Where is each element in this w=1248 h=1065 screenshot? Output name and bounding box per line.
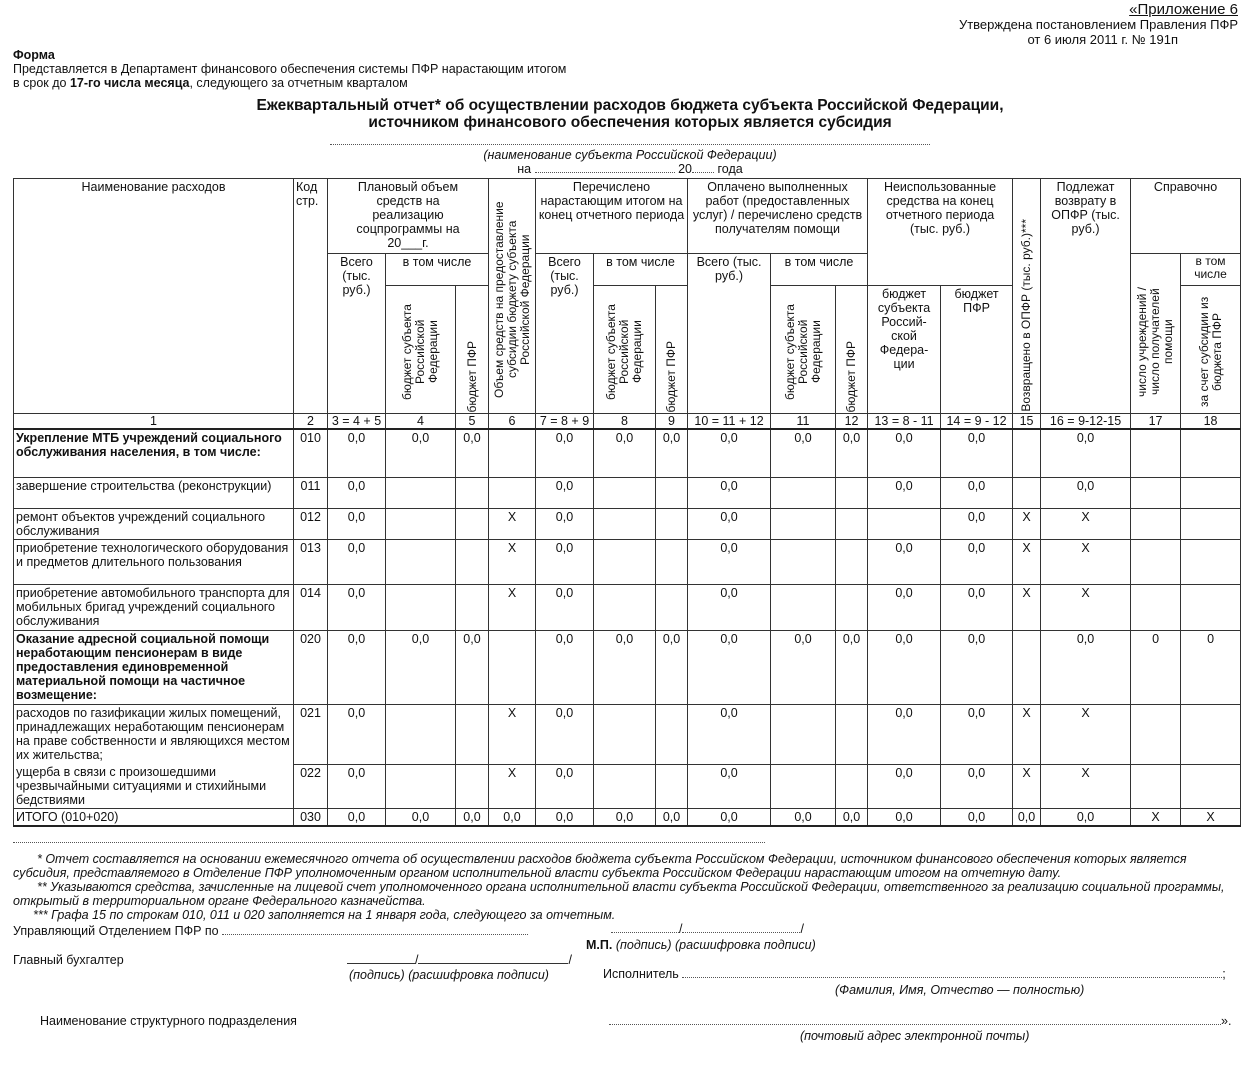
cell-col-13[interactable] bbox=[868, 508, 941, 539]
row-name: ИТОГО (010+020) bbox=[14, 809, 294, 827]
cell-col-16[interactable]: 0,0 bbox=[1041, 630, 1131, 704]
row-code: 020 bbox=[294, 630, 328, 704]
header-ref-incl: в том числе bbox=[1181, 254, 1241, 286]
header-unused-subject: бюджет субъекта Россий-ской Федера-ции bbox=[868, 286, 941, 414]
cell-col-18[interactable] bbox=[1181, 704, 1241, 764]
cell-col-8[interactable] bbox=[594, 539, 656, 584]
cell-col-8[interactable] bbox=[594, 704, 656, 764]
table-row bbox=[14, 764, 1241, 809]
footnote-3: *** Графа 15 по строкам 010, 011 и 020 заполняется на 1 января года, следующего за отчетным. bbox=[33, 908, 616, 922]
subject-caption: (наименование субъекта Российской Федерации) bbox=[483, 148, 777, 162]
manager-label: Управляющий Отделением ПФР по bbox=[13, 924, 219, 938]
cell-col-15[interactable]: X bbox=[1013, 539, 1041, 584]
cell-col-4[interactable] bbox=[386, 508, 456, 539]
cell-col-12[interactable] bbox=[836, 704, 868, 764]
cell-col-8[interactable]: 0,0 bbox=[594, 429, 656, 477]
row-name: приобретение технологического оборудования и предметов длительного пользования bbox=[14, 539, 294, 584]
email-row: ». bbox=[609, 1014, 1231, 1028]
cell-col-9[interactable]: 0,0 bbox=[656, 809, 688, 827]
footnote-1: * Отчет составляется на основании ежемесячного отчета об осуществлении расходов бюджета субъекта Российском Федерации, источником финансового обеспечения которых является субсидия, представляемого в Отделение ПФР уполномоченным органом исполнительной власти субъекта Российском Федерации нарастающим итогом на отчетную дату. bbox=[13, 852, 1187, 880]
cell-col-6[interactable]: 0,0 bbox=[489, 809, 536, 827]
cell-col-7[interactable]: 0,0 bbox=[536, 704, 594, 764]
approved-line-2: от 6 июля 2011 г. № 191п bbox=[1027, 32, 1178, 47]
cell-col-12[interactable]: 0,0 bbox=[836, 809, 868, 827]
row-name: ущерба в связи с произошедшими чрезвычайными ситуациями и стихийными бедствиями bbox=[14, 764, 294, 809]
cell-col-17[interactable]: X bbox=[1131, 809, 1181, 827]
date-input[interactable] bbox=[535, 172, 675, 173]
cell-col-9[interactable] bbox=[656, 584, 688, 630]
email-caption: (почтовый адрес электронной почты) bbox=[800, 1029, 1030, 1043]
cell-col-17[interactable]: 0 bbox=[1131, 630, 1181, 704]
cell-col-12[interactable]: 0,0 bbox=[836, 630, 868, 704]
footnote-2: ** Указываются средства, зачисленные на лицевой счет уполномоченного органа исполнительной власти субъекта Российской Федерации, ответственного за реализацию социальной программы, открытый в территориальном органе Федерального казначейства. bbox=[13, 880, 1225, 908]
cell-col-6[interactable] bbox=[489, 429, 536, 477]
chief-caption: (подпись) (расшифровка подписи) bbox=[349, 968, 549, 982]
report-title: Ежеквартальный отчет* об осуществлении расходов бюджета субъекта Российской Федерации, источником финансового обеспечения которых является субсидия bbox=[256, 97, 1004, 131]
cell-col-3[interactable]: 0,0 bbox=[328, 764, 386, 809]
header-paid-total: Всего (тыс. руб.) bbox=[688, 254, 771, 414]
cell-col-16[interactable]: 0,0 bbox=[1041, 429, 1131, 477]
executor-input[interactable] bbox=[682, 977, 1222, 978]
form-label: Форма bbox=[13, 48, 55, 62]
row-name: Укрепление МТБ учреждений социального обслуживания населения, в том числе: bbox=[14, 429, 294, 477]
cell-col-14[interactable]: 0,0 bbox=[941, 477, 1013, 508]
cell-col-13[interactable]: 0,0 bbox=[868, 477, 941, 508]
cell-col-12[interactable]: 0,0 bbox=[836, 429, 868, 477]
table-body bbox=[14, 429, 1241, 826]
footnotes bbox=[13, 842, 1241, 922]
cell-col-12[interactable] bbox=[836, 508, 868, 539]
cell-col-10[interactable]: 0,0 bbox=[688, 809, 771, 827]
row-name: приобретение автомобильного транспорта для мобильных бригад учреждений социального обслуживания bbox=[14, 584, 294, 630]
cell-col-4[interactable] bbox=[386, 539, 456, 584]
cell-col-17[interactable] bbox=[1131, 429, 1181, 477]
cell-col-6[interactable]: X bbox=[489, 584, 536, 630]
cell-col-16[interactable]: X bbox=[1041, 539, 1131, 584]
chief-accountant-label: Главный бухгалтер bbox=[13, 953, 124, 967]
manager-name-input[interactable] bbox=[682, 932, 800, 933]
table-row bbox=[14, 704, 1241, 764]
cell-col-12[interactable] bbox=[836, 584, 868, 630]
cell-col-9[interactable] bbox=[656, 764, 688, 809]
cell-col-13[interactable]: 0,0 bbox=[868, 809, 941, 827]
header-transferred-subject: бюджет субъекта Российской Федерации bbox=[594, 286, 656, 414]
row-name: Оказание адресной социальной помощи неработающим пенсионерам в виде предоставления единовременной материальной помощи на частичное возмещение: bbox=[14, 630, 294, 704]
cell-col-8[interactable] bbox=[594, 764, 656, 809]
cell-col-15[interactable] bbox=[1013, 429, 1041, 477]
chief-name-input[interactable] bbox=[418, 963, 568, 964]
cell-col-10[interactable]: 0,0 bbox=[688, 704, 771, 764]
cell-col-3[interactable]: 0,0 bbox=[328, 539, 386, 584]
cell-col-7[interactable]: 0,0 bbox=[536, 477, 594, 508]
cell-col-6[interactable]: X bbox=[489, 508, 536, 539]
cell-col-14[interactable]: 0,0 bbox=[941, 429, 1013, 477]
cell-col-3[interactable]: 0,0 bbox=[328, 704, 386, 764]
cell-col-14[interactable]: 0,0 bbox=[941, 809, 1013, 827]
annex-label: «Приложение 6 bbox=[1129, 1, 1238, 18]
cell-col-11[interactable] bbox=[771, 539, 836, 584]
header-unused: Неиспользованные средства на конец отчетного периода (тыс. руб.) bbox=[868, 179, 1013, 286]
header-paid-incl: в том числе bbox=[771, 254, 868, 286]
cell-col-17[interactable] bbox=[1131, 704, 1181, 764]
cell-col-16[interactable]: 0,0 bbox=[1041, 809, 1131, 827]
cell-col-6[interactable] bbox=[489, 477, 536, 508]
year-input[interactable] bbox=[692, 172, 714, 173]
cell-col-11[interactable] bbox=[771, 704, 836, 764]
header-paid-pfr: бюджет ПФР bbox=[836, 286, 868, 414]
header-paid-subject: бюджет субъекта Российской Федерации bbox=[771, 286, 836, 414]
subject-input-line[interactable] bbox=[330, 142, 930, 145]
cell-col-3[interactable]: 0,0 bbox=[328, 809, 386, 827]
cell-col-5[interactable] bbox=[456, 539, 489, 584]
cell-col-13[interactable]: 0,0 bbox=[868, 584, 941, 630]
executor-row: Исполнитель ; bbox=[603, 967, 1226, 981]
row-code: 030 bbox=[294, 809, 328, 827]
executor-label: Исполнитель bbox=[603, 967, 679, 981]
report-table bbox=[13, 178, 1241, 827]
cell-col-11[interactable]: 0,0 bbox=[771, 630, 836, 704]
approved-line-1: Утверждена постановлением Правления ПФР bbox=[958, 17, 1238, 32]
cell-col-14[interactable]: 0,0 bbox=[941, 584, 1013, 630]
cell-col-16[interactable]: X bbox=[1041, 704, 1131, 764]
cell-col-7[interactable]: 0,0 bbox=[536, 584, 594, 630]
header-transferred-pfr: бюджет ПФР bbox=[656, 286, 688, 414]
cell-col-10[interactable]: 0,0 bbox=[688, 764, 771, 809]
cell-col-10[interactable]: 0,0 bbox=[688, 584, 771, 630]
manager-caption: М.П. (подпись) (расшифровка подписи) bbox=[586, 938, 816, 952]
cell-col-5[interactable] bbox=[456, 584, 489, 630]
cell-col-13[interactable]: 0,0 bbox=[868, 539, 941, 584]
cell-col-8[interactable]: 0,0 bbox=[594, 630, 656, 704]
row-name: завершение строительства (реконструкции) bbox=[14, 477, 294, 508]
cell-col-17[interactable] bbox=[1131, 584, 1181, 630]
cell-col-18[interactable]: X bbox=[1181, 809, 1241, 827]
cell-col-17[interactable] bbox=[1131, 508, 1181, 539]
cell-col-9[interactable]: 0,0 bbox=[656, 630, 688, 704]
cell-col-18[interactable] bbox=[1181, 764, 1241, 809]
cell-col-18[interactable] bbox=[1181, 539, 1241, 584]
cell-col-14[interactable]: 0,0 bbox=[941, 630, 1013, 704]
header-planned-pfr: бюджет ПФР bbox=[456, 286, 489, 414]
cell-col-15[interactable]: 0,0 bbox=[1013, 809, 1041, 827]
chief-signature-input[interactable] bbox=[347, 963, 415, 964]
form-header bbox=[13, 48, 566, 90]
cell-col-16[interactable]: X bbox=[1041, 764, 1131, 809]
cell-col-3[interactable]: 0,0 bbox=[328, 584, 386, 630]
cell-col-17[interactable] bbox=[1131, 477, 1181, 508]
submit-line-2: в срок до 17-го числа месяца, следующего за отчетным кварталом bbox=[13, 76, 408, 90]
column-numbers-row: 1 2 3 = 4 + 5 4 5 6 7 = 8 + 9 8 9 10 = 11 + 12 11 12 13 = 8 - 11 14 = 9 - 12 15 16 = 9-12-15 17 18 bbox=[14, 414, 1241, 430]
cell-col-3[interactable]: 0,0 bbox=[328, 429, 386, 477]
cell-col-10[interactable]: 0,0 bbox=[688, 508, 771, 539]
header-planned-total: Всего (тыс. руб.) bbox=[328, 254, 386, 414]
cell-col-18[interactable]: 0 bbox=[1181, 630, 1241, 704]
cell-col-18[interactable] bbox=[1181, 429, 1241, 477]
cell-col-11[interactable] bbox=[771, 584, 836, 630]
cell-col-7[interactable]: 0,0 bbox=[536, 429, 594, 477]
cell-col-17[interactable] bbox=[1131, 764, 1181, 809]
cell-col-5[interactable] bbox=[456, 477, 489, 508]
header-planned: Плановый объем средств на реализацию соцпрограммы на 20___г. bbox=[328, 179, 489, 254]
manager-signature-input[interactable] bbox=[611, 932, 679, 933]
header-returned: Возвращено в ОПФР (тыс. руб.)*** bbox=[1013, 179, 1041, 414]
row-code: 021 bbox=[294, 704, 328, 764]
cell-col-15[interactable] bbox=[1013, 630, 1041, 704]
row-name: расходов по газификации жилых помещений, принадлежащих неработающим пенсионерам на праве собственности и являющихся местом их жительства; bbox=[14, 704, 294, 764]
chief-accountant-sign-lines: / / bbox=[347, 953, 572, 967]
cell-col-10[interactable]: 0,0 bbox=[688, 477, 771, 508]
cell-col-5[interactable] bbox=[456, 764, 489, 809]
cell-col-6[interactable]: X bbox=[489, 704, 536, 764]
manager-row bbox=[13, 924, 528, 938]
cell-col-11[interactable] bbox=[771, 764, 836, 809]
cell-col-12[interactable] bbox=[836, 477, 868, 508]
cell-col-16[interactable]: X bbox=[1041, 584, 1131, 630]
header-transferred-total: Всего (тыс. руб.) bbox=[536, 254, 594, 414]
table-row bbox=[14, 429, 1241, 477]
header-code: Код стр. bbox=[294, 179, 328, 414]
manager-sign-lines: / / bbox=[611, 922, 804, 936]
cell-col-16[interactable]: 0,0 bbox=[1041, 477, 1131, 508]
row-code: 014 bbox=[294, 584, 328, 630]
cell-col-8[interactable] bbox=[594, 477, 656, 508]
cell-col-7[interactable]: 0,0 bbox=[536, 539, 594, 584]
cell-col-4[interactable]: 0,0 bbox=[386, 809, 456, 827]
row-code: 013 bbox=[294, 539, 328, 584]
cell-col-3[interactable]: 0,0 bbox=[328, 630, 386, 704]
cell-col-10[interactable]: 0,0 bbox=[688, 539, 771, 584]
cell-col-10[interactable]: 0,0 bbox=[688, 630, 771, 704]
header-paid: Оплачено выполненных работ (предоставленных услуг) / перечислено средств получателям помощи bbox=[688, 179, 868, 254]
table-row bbox=[14, 630, 1241, 704]
table-row bbox=[14, 539, 1241, 584]
header-to-return: Подлежат возврату в ОПФР (тыс. руб.) bbox=[1041, 179, 1131, 414]
cell-col-7[interactable]: 0,0 bbox=[536, 809, 594, 827]
header-planned-incl: в том числе bbox=[386, 254, 489, 286]
row-code: 010 bbox=[294, 429, 328, 477]
header-name: Наименование расходов bbox=[14, 179, 294, 414]
cell-col-7[interactable]: 0,0 bbox=[536, 764, 594, 809]
cell-col-4[interactable]: 0,0 bbox=[386, 630, 456, 704]
cell-col-6[interactable]: X bbox=[489, 539, 536, 584]
cell-col-12[interactable] bbox=[836, 764, 868, 809]
cell-col-4[interactable]: 0,0 bbox=[386, 429, 456, 477]
division-label: Наименование структурного подразделения bbox=[40, 1014, 297, 1028]
cell-col-8[interactable] bbox=[594, 584, 656, 630]
table-row bbox=[14, 508, 1241, 539]
cell-col-13[interactable]: 0,0 bbox=[868, 764, 941, 809]
cell-col-17[interactable] bbox=[1131, 539, 1181, 584]
cell-col-4[interactable] bbox=[386, 704, 456, 764]
cell-col-9[interactable]: 0,0 bbox=[656, 429, 688, 477]
table-row bbox=[14, 809, 1241, 827]
manager-region-input[interactable] bbox=[222, 934, 528, 935]
cell-col-13[interactable]: 0,0 bbox=[868, 429, 941, 477]
cell-col-18[interactable] bbox=[1181, 477, 1241, 508]
cell-col-4[interactable] bbox=[386, 584, 456, 630]
cell-col-3[interactable]: 0,0 bbox=[328, 508, 386, 539]
row-name: ремонт объектов учреждений социального обслуживания bbox=[14, 508, 294, 539]
stamp-label: М.П. bbox=[586, 938, 613, 952]
cell-col-9[interactable] bbox=[656, 477, 688, 508]
table-row bbox=[14, 477, 1241, 508]
cell-col-6[interactable] bbox=[489, 630, 536, 704]
cell-col-5[interactable] bbox=[456, 508, 489, 539]
approval-block bbox=[959, 2, 1238, 47]
cell-col-8[interactable]: 0,0 bbox=[594, 809, 656, 827]
executor-caption: (Фамилия, Имя, Отчество — полностью) bbox=[835, 983, 1085, 997]
cell-col-15[interactable]: X bbox=[1013, 764, 1041, 809]
header-planned-subject: бюджет субъекта Российской Федерации bbox=[386, 286, 456, 414]
email-input[interactable] bbox=[609, 1024, 1221, 1025]
cell-col-15[interactable]: X bbox=[1013, 508, 1041, 539]
cell-col-4[interactable] bbox=[386, 764, 456, 809]
table-row bbox=[14, 584, 1241, 630]
cell-col-5[interactable]: 0,0 bbox=[456, 429, 489, 477]
cell-col-9[interactable] bbox=[656, 539, 688, 584]
subject-block bbox=[330, 142, 930, 176]
cell-col-18[interactable] bbox=[1181, 508, 1241, 539]
cell-col-9[interactable] bbox=[656, 508, 688, 539]
row-code: 012 bbox=[294, 508, 328, 539]
cell-col-11[interactable]: 0,0 bbox=[771, 429, 836, 477]
cell-col-15[interactable] bbox=[1013, 477, 1041, 508]
cell-col-14[interactable]: 0,0 bbox=[941, 704, 1013, 764]
cell-col-5[interactable]: 0,0 bbox=[456, 630, 489, 704]
cell-col-5[interactable]: 0,0 bbox=[456, 809, 489, 827]
cell-col-8[interactable] bbox=[594, 508, 656, 539]
cell-col-13[interactable]: 0,0 bbox=[868, 630, 941, 704]
cell-col-11[interactable] bbox=[771, 477, 836, 508]
cell-col-10[interactable]: 0,0 bbox=[688, 429, 771, 477]
cell-col-14[interactable]: 0,0 bbox=[941, 764, 1013, 809]
cell-col-16[interactable]: X bbox=[1041, 508, 1131, 539]
cell-col-11[interactable]: 0,0 bbox=[771, 809, 836, 827]
cell-col-6[interactable]: X bbox=[489, 764, 536, 809]
cell-col-18[interactable] bbox=[1181, 584, 1241, 630]
header-subsidy-volume: Объем средств на предоставление субсидии бюджету субъекта Российской Федерации bbox=[489, 179, 536, 414]
cell-col-15[interactable]: X bbox=[1013, 704, 1041, 764]
header-unused-pfr: бюджет ПФР bbox=[941, 286, 1013, 414]
cell-col-5[interactable] bbox=[456, 704, 489, 764]
header-transferred: Перечислено нарастающим итогом на конец отчетного периода bbox=[536, 179, 688, 254]
cell-col-12[interactable] bbox=[836, 539, 868, 584]
header-institutions: число учреждений / число получателей помощи bbox=[1131, 254, 1181, 414]
row-code: 011 bbox=[294, 477, 328, 508]
submit-line-1: Представляется в Департамент финансового обеспечения системы ПФР нарастающим итогом bbox=[13, 62, 567, 76]
date-line: на 20 года bbox=[517, 162, 743, 176]
cell-col-7[interactable]: 0,0 bbox=[536, 508, 594, 539]
cell-col-13[interactable]: 0,0 bbox=[868, 704, 941, 764]
header-from-subsidy: за счет субсидии из бюджета ПФР bbox=[1181, 286, 1241, 414]
cell-col-15[interactable]: X bbox=[1013, 584, 1041, 630]
cell-col-7[interactable]: 0,0 bbox=[536, 630, 594, 704]
cell-col-11[interactable] bbox=[771, 508, 836, 539]
cell-col-3[interactable]: 0,0 bbox=[328, 477, 386, 508]
header-transferred-incl: в том числе bbox=[594, 254, 688, 286]
cell-col-4[interactable] bbox=[386, 477, 456, 508]
row-code: 022 bbox=[294, 764, 328, 809]
cell-col-9[interactable] bbox=[656, 704, 688, 764]
header-reference: Справочно bbox=[1131, 179, 1241, 254]
cell-col-14[interactable]: 0,0 bbox=[941, 508, 1013, 539]
cell-col-14[interactable]: 0,0 bbox=[941, 539, 1013, 584]
